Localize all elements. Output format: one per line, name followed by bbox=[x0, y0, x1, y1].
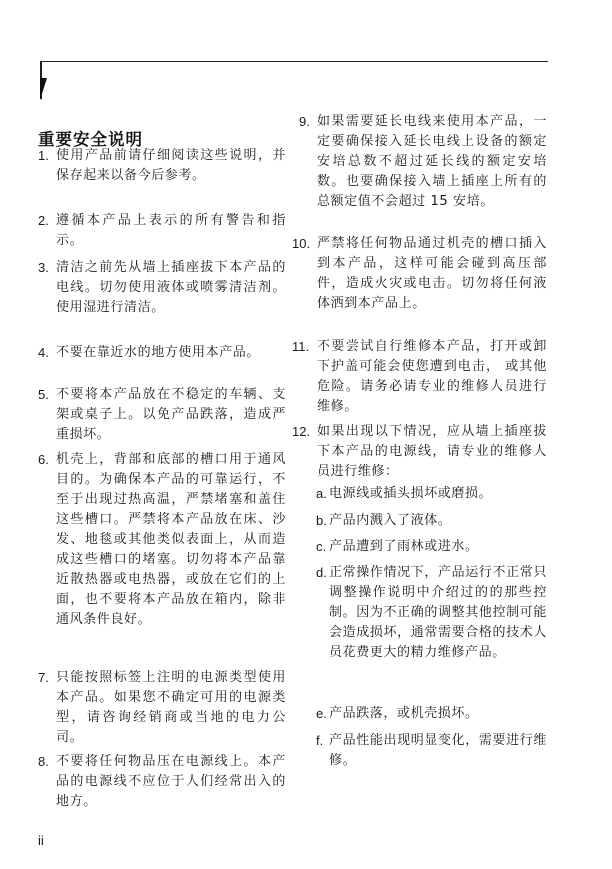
item-number: 12. bbox=[292, 424, 311, 439]
item-text: 遵循本产品上表示的所有警告和指示。 bbox=[56, 213, 286, 248]
item-text: 使用产品前请仔细阅读这些说明，并保存起来以备今后参考。 bbox=[56, 148, 286, 183]
header-triangle-marker bbox=[40, 78, 47, 100]
list-item bbox=[38, 343, 286, 363]
item-number: 9. bbox=[299, 114, 310, 129]
page-number: ii bbox=[38, 833, 44, 848]
item-number: 1. bbox=[38, 148, 49, 163]
item-text: 不要将本产品放在不稳定的车辆、支架或桌子上。以免产品跌落，造成严重损坏。 bbox=[56, 387, 286, 442]
list-item bbox=[38, 450, 286, 630]
item-number: 4. bbox=[38, 345, 49, 360]
sub-item-text: 产品遭到了雨林或进水。 bbox=[329, 539, 479, 554]
sub-list-item bbox=[316, 484, 547, 504]
list-item bbox=[38, 258, 286, 318]
item-number: 2. bbox=[38, 213, 49, 228]
item-number: 11. bbox=[292, 339, 310, 354]
item-text: 不要尝试自行维修本产品，打开或卸下护盖可能会使您遭到电击， 或其他危险。请务必请专业的维修人员进行维修。 bbox=[317, 339, 547, 414]
item-number: 10. bbox=[292, 236, 311, 251]
page-title: 重要安全说明 bbox=[38, 130, 143, 150]
header-rule bbox=[40, 61, 548, 62]
item-number: 3. bbox=[38, 260, 49, 275]
item-text: 机壳上，背部和底部的槽口用于通风目的。为确保本产品的可靠运行，不至于出现过热高温，严禁堵塞和盖住这些槽口。严禁将本产品放在床、沙发、地毯或其他类似表面上，从而造成这些槽口的堵塞。切勿将本产品靠近散热器或电热器，或放在它们的上面，也不要将本产品放在箱内，除非通风条件良好。 bbox=[56, 452, 286, 627]
list-item bbox=[38, 211, 286, 251]
sub-list-item bbox=[316, 704, 547, 724]
sub-item-letter: d. bbox=[316, 565, 327, 580]
item-text: 不要将任何物品压在电源线上。本产品的电源线不应位于人们经常出入的地方。 bbox=[56, 754, 286, 809]
list-item bbox=[292, 112, 547, 212]
list-item bbox=[292, 422, 547, 482]
list-item bbox=[292, 234, 547, 314]
item-number: 8. bbox=[38, 754, 49, 769]
sub-item-text: 产品性能出现明显变化，需要进行维修。 bbox=[329, 733, 547, 768]
list-item bbox=[38, 752, 286, 812]
item-number: 6. bbox=[38, 452, 49, 467]
sub-item-text: 产品跌落，或机壳损坏。 bbox=[329, 706, 479, 721]
item-text: 如果出现以下情况，应从墙上插座拔下本产品的电源线，请专业的维修人员进行维修： bbox=[317, 424, 547, 479]
item-number: 5. bbox=[38, 387, 49, 402]
item-number: 7. bbox=[38, 670, 49, 685]
item-text: 清洁之前先从墙上插座拔下本产品的电线。切勿使用液体或喷雾清洁剂。使用湿进行清洁。 bbox=[56, 260, 286, 315]
sub-list-item bbox=[316, 511, 547, 531]
item-text: 不要在靠近水的地方使用本产品。 bbox=[56, 345, 261, 360]
list-item bbox=[38, 668, 286, 748]
sub-item-letter: b. bbox=[316, 513, 327, 528]
item-text: 如果需要延长电线来使用本产品，一定要确保接入延长电线上设备的额定安培总数不超过延长线的额定安培数。也要确保接入墙上插座上所有的总额定值不会超过 15 安培。 bbox=[317, 114, 547, 209]
list-item bbox=[38, 385, 286, 445]
sub-item-text: 产品内溅入了液体。 bbox=[329, 513, 452, 528]
list-item bbox=[292, 337, 547, 417]
sub-item-text: 电源线或插头损坏或磨损。 bbox=[329, 486, 493, 501]
item-text: 只能按照标签上注明的电源类型使用本产品。如果您不确定可用的电源类型，请咨询经销商或当地的电力公司。 bbox=[56, 670, 286, 745]
sub-list-item bbox=[316, 731, 547, 771]
sub-item-text: 正常操作情况下，产品运行不正常只调整操作说明中介绍过的的那些控制。因为不正确的调整其他控制可能会造成损坏，通常需要合格的技术人员花费更大的精力维修产品。 bbox=[329, 565, 547, 660]
item-text: 严禁将任何物品通过机壳的槽口插入到本产品，这样可能会碰到高压部件，造成火灾或电击。切勿将任何液体洒到本产品上。 bbox=[317, 236, 547, 311]
sub-item-letter: a. bbox=[316, 486, 327, 501]
sub-item-letter: f. bbox=[316, 733, 324, 748]
sub-list-item bbox=[316, 563, 547, 663]
sub-item-letter: c. bbox=[316, 539, 327, 554]
sub-item-letter: e. bbox=[316, 706, 327, 721]
sub-list-item bbox=[316, 537, 547, 557]
list-item bbox=[38, 146, 286, 186]
